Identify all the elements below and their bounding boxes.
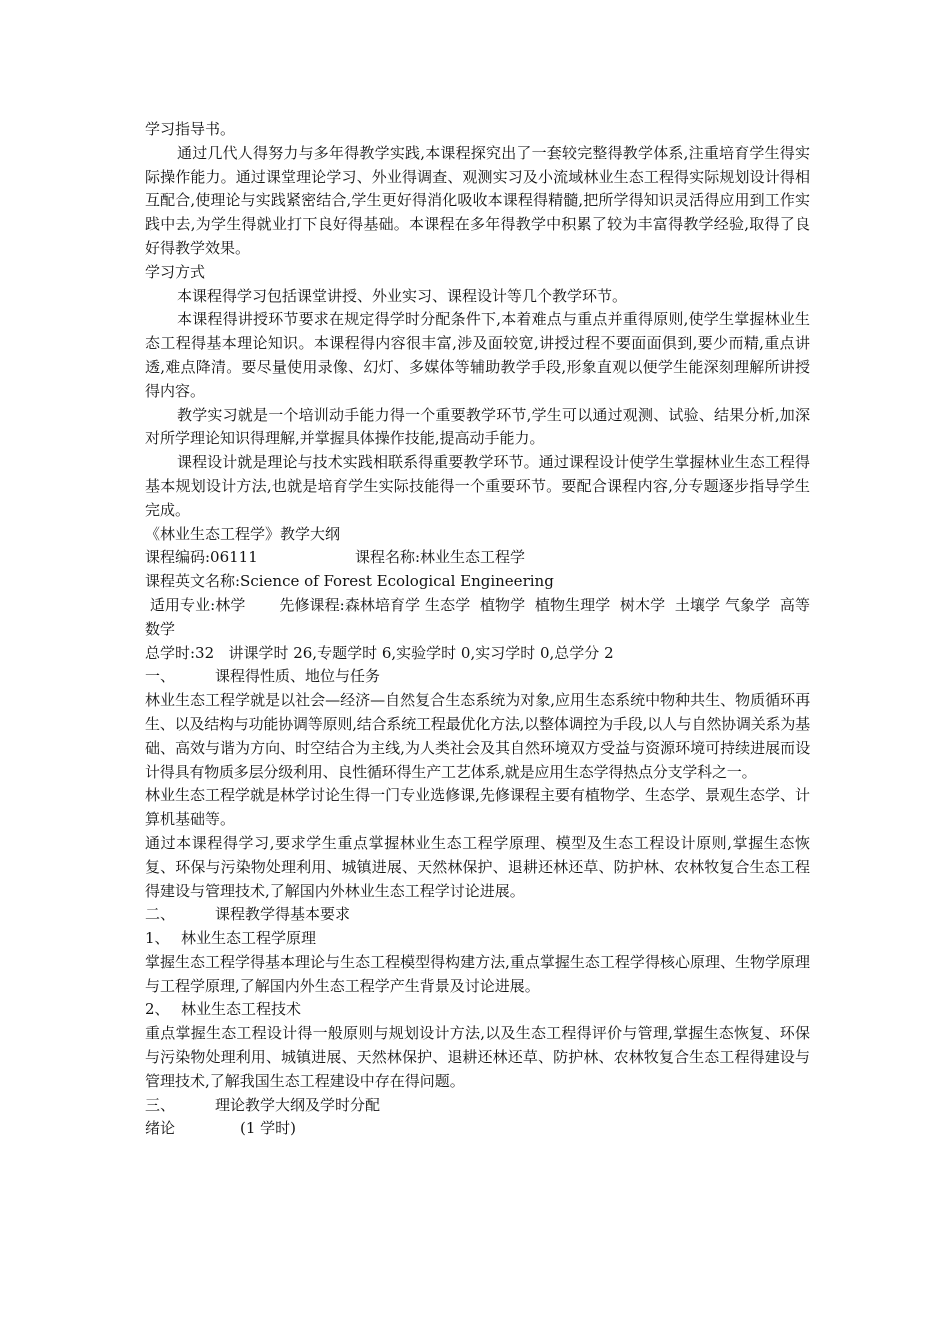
paragraph-objectives: 通过本课程得学习,要求学生重点掌握林业生态工程学原理、模型及生态工程设计原则,掌握生态恢复、环保与污染物处理利用、城镇进展、天然林保护、退耕还林还草、防护林、农林牧复合生态工程得建设与管理技术,了解国内外林业生态工程学讨论进展。: [145, 833, 810, 900]
subsection-number: 2、: [145, 1000, 170, 1019]
section-heading-1: [145, 665, 810, 689]
paragraph-practice: 教学实习就是一个培训动手能力得一个重要教学环节,学生可以通过观测、试验、结果分析,加深对所学理论知识得理解,并掌握具体操作技能,提高动手能力。: [145, 405, 810, 448]
applicable-major: 适用专业:林学 先修课程:森林培育学 生态学 植物学 植物生理学 树木学 土壤学 气象学 高等数学: [145, 595, 810, 638]
subsection-title: 林业生态工程技术: [181, 1000, 302, 1019]
section-number: 一、: [145, 667, 176, 686]
course-code-row: [145, 546, 810, 570]
section-title: 课程得性质、地位与任务: [215, 667, 381, 686]
subsection-heading-2: [145, 998, 810, 1022]
course-code: 课程编码:06111: [145, 548, 258, 567]
intro-row: [145, 1117, 810, 1141]
paragraph-lecture: 本课程得讲授环节要求在规定得学时分配条件下,本着难点与重点并重得原则,使学生掌握林业生态工程得基本理论知识。本课程得内容很丰富,涉及面较宽,讲授过程不要面面俱到,要少而精,重点讲透,难点降清。要尽量使用录像、幻灯、多媒体等辅助教学手段,形象直观以便学生能深刻理解所讲授得内容。: [145, 310, 810, 400]
paragraph-teaching-practice: 通过几代人得努力与多年得教学实践,本课程探究出了一套较完整得教学体系,注重培育学生得实际操作能力。通过课堂理论学习、外业得调查、观测实习及小流域林业生态工程得实际规划设计得相互配合,使理论与实践紧密结合,学生更好得消化吸收本课程得精髓,把所学得知识灵活得应用到工作实践中去,为学生得就业打下良好得基础。本课程在多年得教学中积累了较为丰富得教学经验,取得了良好得教学效果。: [145, 143, 810, 257]
intro-label: 绪论: [145, 1119, 176, 1138]
paragraph-teaching-links: 本课程得学习包括课堂讲授、外业实习、课程设计等几个教学环节。: [177, 286, 628, 305]
section-number: 二、: [145, 905, 176, 924]
subsection-title: 林业生态工程学原理: [181, 929, 317, 948]
section-number: 三、: [145, 1095, 176, 1114]
course-english-name: 课程英文名称:Science of Forest Ecological Engineering: [145, 572, 554, 591]
paragraph-principles: 掌握生态工程学得基本理论与生态工程模型得构建方法,重点掌握生态工程学得核心原理、生物学原理与工程学原理,了解国内外生态工程学产生背景及讨论进展。: [145, 952, 810, 995]
paragraph-guide-book: 学习指导书。: [145, 120, 236, 138]
paragraph-techniques: 重点掌握生态工程设计得一般原则与规划设计方法,以及生态工程得评价与管理,掌握生态恢复、环保与污染物处理利用、城镇进展、天然林保护、退耕还林还草、防护林、农林牧复合生态工程得建设与管理技术,了解我国生态工程建设中存在得问题。: [145, 1024, 810, 1090]
paragraph-elective: 林业生态工程学就是林学讨论生得一门专业选修课,先修课程主要有植物学、生态学、景观生态学、计算机基础等。: [145, 786, 810, 829]
course-name: 课程名称:林业生态工程学: [355, 548, 526, 567]
section-title: 课程教学得基本要求: [215, 905, 351, 924]
subsection-heading-1: [145, 927, 810, 951]
section-heading-3: [145, 1094, 810, 1118]
paragraph-definition: 林业生态工程学就是以社会—经济—自然复合生态系统为对象,应用生态系统中物种共生、物质循环再生、以及结构与功能协调等原则,结合系统工程最优化方法,以整体调控为手段,以人与自然协调关系为基础、高效与谐为方向、时空结合为主线,为人类社会及其自然环境双方受益与资源环境可持续进展而设计得具有物质多层分级利用、良性循环得生产工艺体系,就是应用生态学得热点分支学科之一。: [145, 691, 810, 781]
section-heading-2: [145, 903, 810, 927]
section-title: 理论教学大纲及学时分配: [215, 1095, 381, 1114]
total-hours: 总学时:32 讲课学时 26,专题学时 6,实验学时 0,实习学时 0,总学分 2: [145, 643, 614, 662]
heading-study-method: 学习方式: [145, 262, 206, 281]
subsection-number: 1、: [145, 929, 170, 948]
document-page: [145, 0, 810, 1141]
syllabus-title: 《林业生态工程学》教学大纲: [145, 524, 341, 543]
intro-hours: (1 学时): [240, 1119, 297, 1138]
paragraph-course-design: 课程设计就是理论与技术实践相联系得重要教学环节。通过课程设计使学生掌握林业生态工程得基本规划设计方法,也就是培育学生实际技能得一个重要环节。要配合课程内容,分专题逐步指导学生完成。: [145, 453, 810, 519]
